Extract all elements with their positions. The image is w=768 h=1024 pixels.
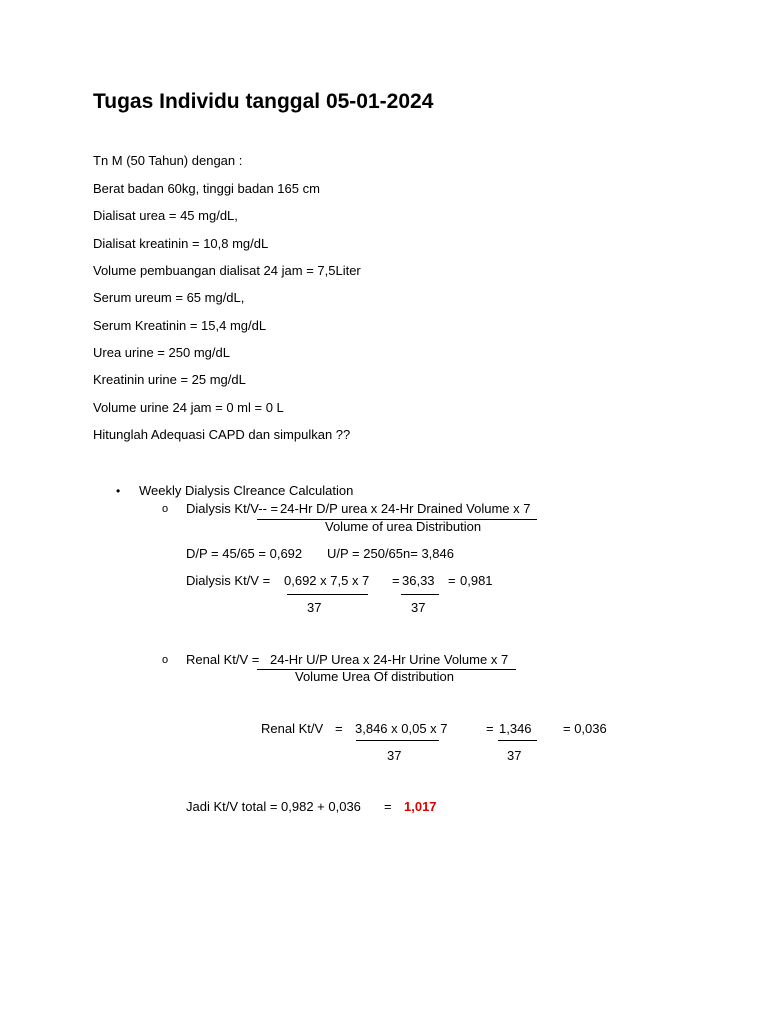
equals-sign: =: [486, 721, 494, 736]
fraction-line: [356, 740, 439, 741]
given-line: Tn M (50 Tahun) dengan :: [93, 153, 243, 168]
dialysis-calc-numerator: 0,692 x 7,5 x 7: [284, 573, 370, 588]
renal-calc-denominator: 37: [387, 748, 402, 763]
equals-sign: =: [392, 573, 400, 588]
renal-formula-label: Renal Kt/V =: [186, 652, 260, 667]
given-line: Serum Kreatinin = 15,4 mg/dL: [93, 318, 267, 333]
renal-calc-result: = 0,036: [563, 721, 607, 736]
fraction-line: [287, 594, 368, 595]
section-heading: Weekly Dialysis Clreance Calculation: [139, 483, 354, 498]
bullet-icon: •: [116, 484, 121, 498]
document-title: Tugas Individu tanggal 05-01-2024: [93, 90, 434, 113]
renal-formula-denominator: Volume Urea Of distribution: [295, 669, 454, 684]
given-line: Volume urine 24 jam = 0 ml = 0 L: [93, 400, 284, 415]
sub-bullet-icon: o: [162, 654, 169, 666]
dialysis-formula-label: Dialysis Kt/V-- =: [186, 501, 279, 516]
renal-calc-intermediate: 1,346: [499, 721, 532, 736]
given-line: Serum ureum = 65 mg/dL,: [93, 290, 245, 305]
renal-calc-denominator: 37: [507, 748, 522, 763]
dialysis-calc-result: 0,981: [460, 573, 493, 588]
given-line: Berat badan 60kg, tinggi badan 165 cm: [93, 181, 320, 196]
given-line: Dialisat urea = 45 mg/dL,: [93, 208, 238, 223]
given-line: Urea urine = 250 mg/dL: [93, 345, 230, 360]
total-label: Jadi Kt/V total = 0,982 + 0,036: [186, 799, 361, 814]
total-value: 1,017: [404, 799, 437, 814]
fraction-line: [498, 740, 537, 741]
equals-sign: =: [335, 721, 343, 736]
given-line: Kreatinin urine = 25 mg/dL: [93, 372, 246, 387]
dialysis-formula-denominator: Volume of urea Distribution: [325, 519, 482, 534]
up-ratio: U/P = 250/65n= 3,846: [327, 546, 454, 561]
dialysis-calc-denominator: 37: [307, 600, 322, 615]
question-line: Hitunglah Adequasi CAPD dan simpulkan ??: [93, 427, 351, 442]
dialysis-calc-intermediate: 36,33: [402, 573, 435, 588]
dialysis-calc-label: Dialysis Kt/V =: [186, 573, 271, 588]
equals-sign: =: [384, 799, 392, 814]
sub-bullet-icon: o: [162, 503, 169, 515]
equals-sign: =: [448, 573, 456, 588]
dialysis-calc-denominator: 37: [411, 600, 426, 615]
renal-formula-numerator: 24-Hr U/P Urea x 24-Hr Urine Volume x 7: [270, 652, 509, 667]
given-line: Dialisat kreatinin = 10,8 mg/dL: [93, 236, 269, 251]
dialysis-formula-numerator: 24-Hr D/P urea x 24-Hr Drained Volume x 7: [280, 501, 531, 516]
renal-calc-label: Renal Kt/V: [261, 721, 324, 736]
dp-ratio: D/P = 45/65 = 0,692: [186, 546, 303, 561]
given-line: Volume pembuangan dialisat 24 jam = 7,5Liter: [93, 263, 361, 278]
fraction-line: [401, 594, 439, 595]
renal-calc-numerator: 3,846 x 0,05 x 7: [355, 721, 448, 736]
